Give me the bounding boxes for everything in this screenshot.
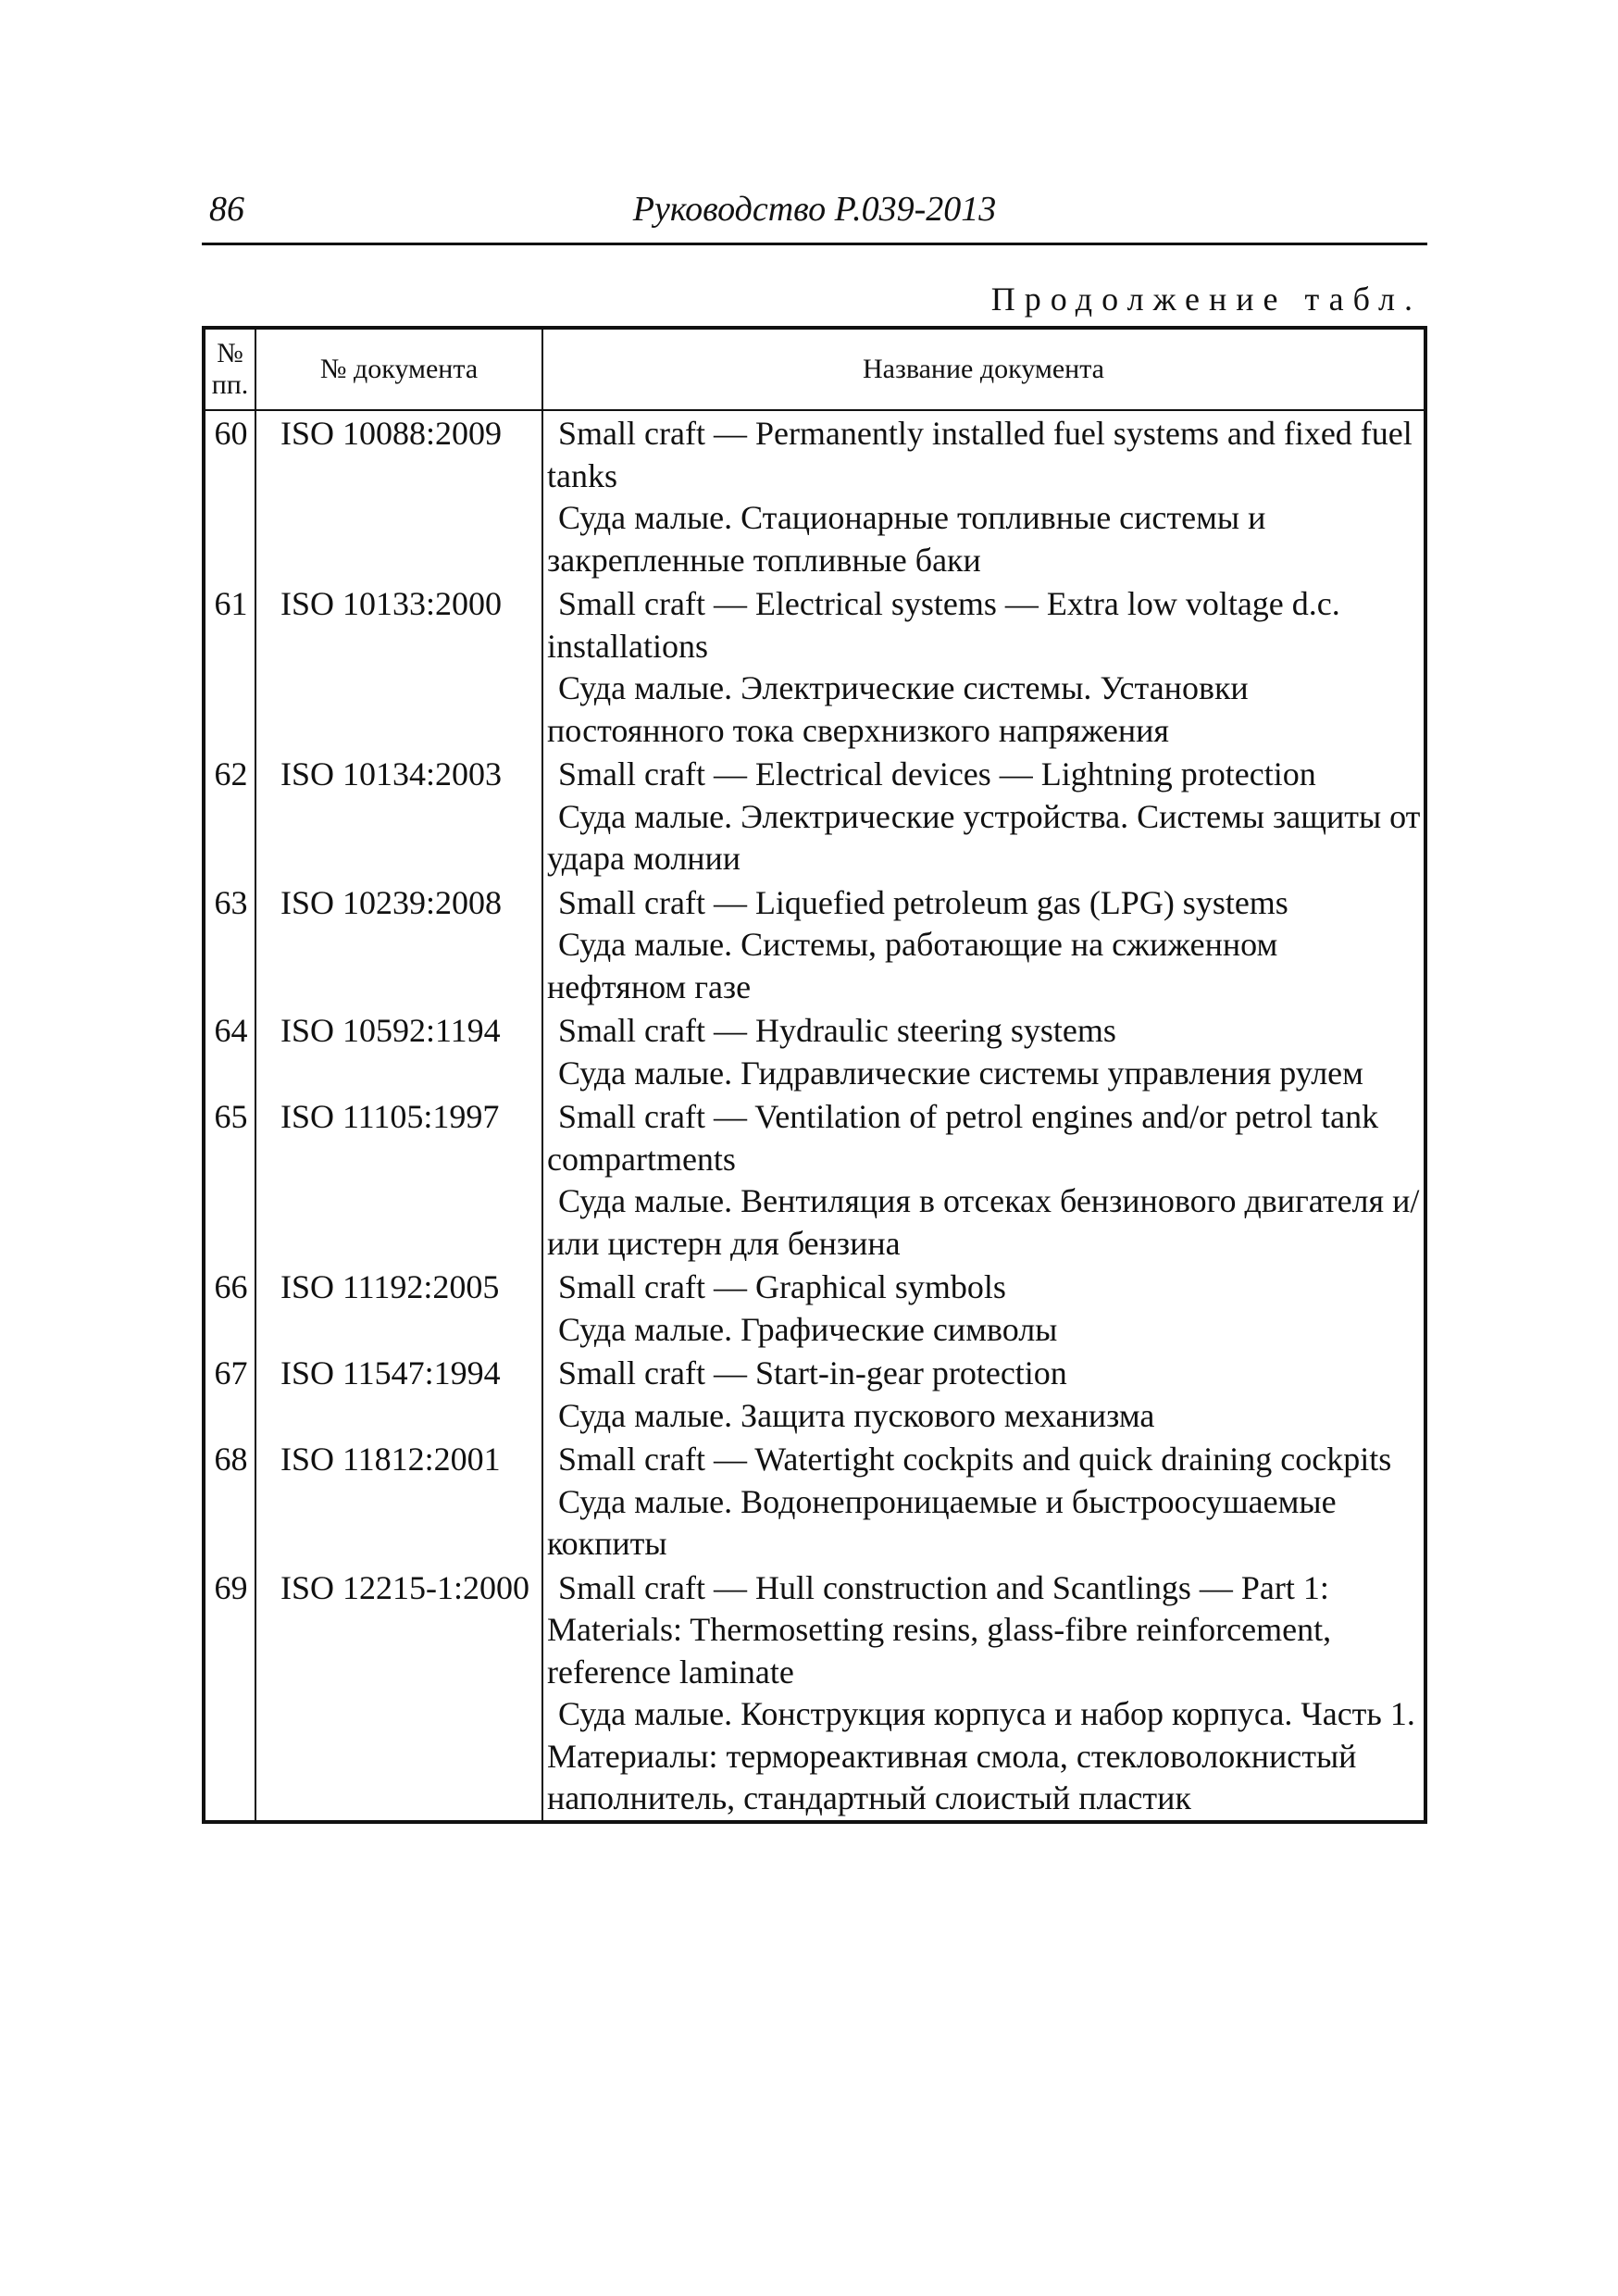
title-russian: Суда малые. Водонепроницаемые и быстроосушаемые кокпиты bbox=[547, 1482, 1337, 1562]
title-english: Small craft — Hull construction and Scantlings — Part 1: Materials: Thermosetting resins, glass-fibre reinforcement, reference laminate bbox=[547, 1568, 1332, 1691]
title-russian: Суда малые. Электрические системы. Установки постоянного тока сверхнизкого напряжения bbox=[547, 669, 1249, 749]
title-russian: Суда малые. Системы, работающие на сжиженном нефтяном газе bbox=[547, 926, 1278, 1005]
document-title bbox=[542, 581, 1425, 752]
standards-table bbox=[202, 326, 1427, 1824]
title-english: Small craft — Hydraulic steering systems bbox=[558, 1012, 1116, 1049]
table-row bbox=[204, 752, 1425, 880]
title-russian: Суда малые. Защита пускового механизма bbox=[558, 1396, 1155, 1434]
title-russian: Суда малые. Электрические устройства. Системы защиты от удара молнии bbox=[547, 797, 1421, 877]
document-title bbox=[542, 1094, 1425, 1265]
table-continuation-label: Продолжение табл. bbox=[990, 281, 1422, 318]
row-number: 60 bbox=[204, 410, 255, 581]
row-number: 61 bbox=[204, 581, 255, 752]
table-header-row bbox=[204, 328, 1425, 410]
row-number: 62 bbox=[204, 752, 255, 880]
title-english: Small craft — Start-in-gear protection bbox=[558, 1354, 1067, 1391]
document-title bbox=[542, 1351, 1425, 1437]
table-row bbox=[204, 581, 1425, 752]
title-english: Small craft — Ventilation of petrol engines and/or petrol tank compartments bbox=[547, 1098, 1379, 1178]
row-number: 65 bbox=[204, 1094, 255, 1265]
title-english: Small craft — Electrical devices — Lightning protection bbox=[558, 755, 1316, 792]
table-row bbox=[204, 1566, 1425, 1822]
title-english: Small craft — Graphical symbols bbox=[558, 1268, 1006, 1305]
table-row bbox=[204, 1008, 1425, 1094]
title-russian: Суда малые. Графические символы bbox=[558, 1310, 1058, 1348]
row-number: 63 bbox=[204, 880, 255, 1009]
title-english: Small craft — Watertight cockpits and quick draining cockpits bbox=[558, 1441, 1392, 1478]
column-header-doc: № документа bbox=[255, 328, 542, 410]
row-number: 69 bbox=[204, 1566, 255, 1822]
document-title bbox=[542, 752, 1425, 880]
document-number: ISO 11812:2001 bbox=[255, 1437, 542, 1566]
title-english: Small craft — Electrical systems — Extra low voltage d.c. installations bbox=[547, 585, 1340, 665]
table-row bbox=[204, 410, 1425, 581]
column-header-title: Название документа bbox=[542, 328, 1425, 410]
document-number: ISO 10239:2008 bbox=[255, 880, 542, 1009]
document-number: ISO 10133:2000 bbox=[255, 581, 542, 752]
title-russian: Суда малые. Гидравлические системы управления рулем bbox=[558, 1054, 1363, 1092]
running-title: Руководство Р.039-2013 bbox=[632, 190, 997, 229]
document-title bbox=[542, 880, 1425, 1009]
title-english: Small craft — Liquefied petroleum gas (LPG) systems bbox=[558, 883, 1288, 921]
column-header-num: № пп. bbox=[204, 328, 255, 410]
table-row bbox=[204, 1351, 1425, 1437]
document-number: ISO 11105:1997 bbox=[255, 1094, 542, 1265]
title-russian: Суда малые. Конструкция корпуса и набор корпуса. Часть 1. Материалы: термореактивная смола, стекловолокнистый наполнитель, стандартный слоистый пластик bbox=[547, 1695, 1415, 1816]
document-title bbox=[542, 1566, 1425, 1822]
page-number: 86 bbox=[209, 190, 244, 229]
document-number: ISO 10134:2003 bbox=[255, 752, 542, 880]
table-row bbox=[204, 1437, 1425, 1566]
document-title bbox=[542, 1008, 1425, 1094]
table-row bbox=[204, 880, 1425, 1009]
document-number: ISO 11192:2005 bbox=[255, 1265, 542, 1351]
title-english: Small craft — Permanently installed fuel systems and fixed fuel tanks bbox=[547, 415, 1413, 494]
document-number: ISO 10592:1194 bbox=[255, 1008, 542, 1094]
document-title bbox=[542, 1437, 1425, 1566]
title-russian: Суда малые. Вентиляция в отсеках бензинового двигателя и/или цистерн для бензина bbox=[547, 1182, 1420, 1262]
table-row bbox=[204, 1094, 1425, 1265]
row-number: 67 bbox=[204, 1351, 255, 1437]
document-number: ISO 12215-1:2000 bbox=[255, 1566, 542, 1822]
document-number: ISO 11547:1994 bbox=[255, 1351, 542, 1437]
document-title bbox=[542, 410, 1425, 581]
page-header bbox=[202, 185, 1427, 245]
row-number: 64 bbox=[204, 1008, 255, 1094]
document-title bbox=[542, 1265, 1425, 1351]
document-number: ISO 10088:2009 bbox=[255, 410, 542, 581]
row-number: 66 bbox=[204, 1265, 255, 1351]
row-number: 68 bbox=[204, 1437, 255, 1566]
table-row bbox=[204, 1265, 1425, 1351]
title-russian: Суда малые. Стационарные топливные системы и закрепленные топливные баки bbox=[547, 499, 1266, 579]
